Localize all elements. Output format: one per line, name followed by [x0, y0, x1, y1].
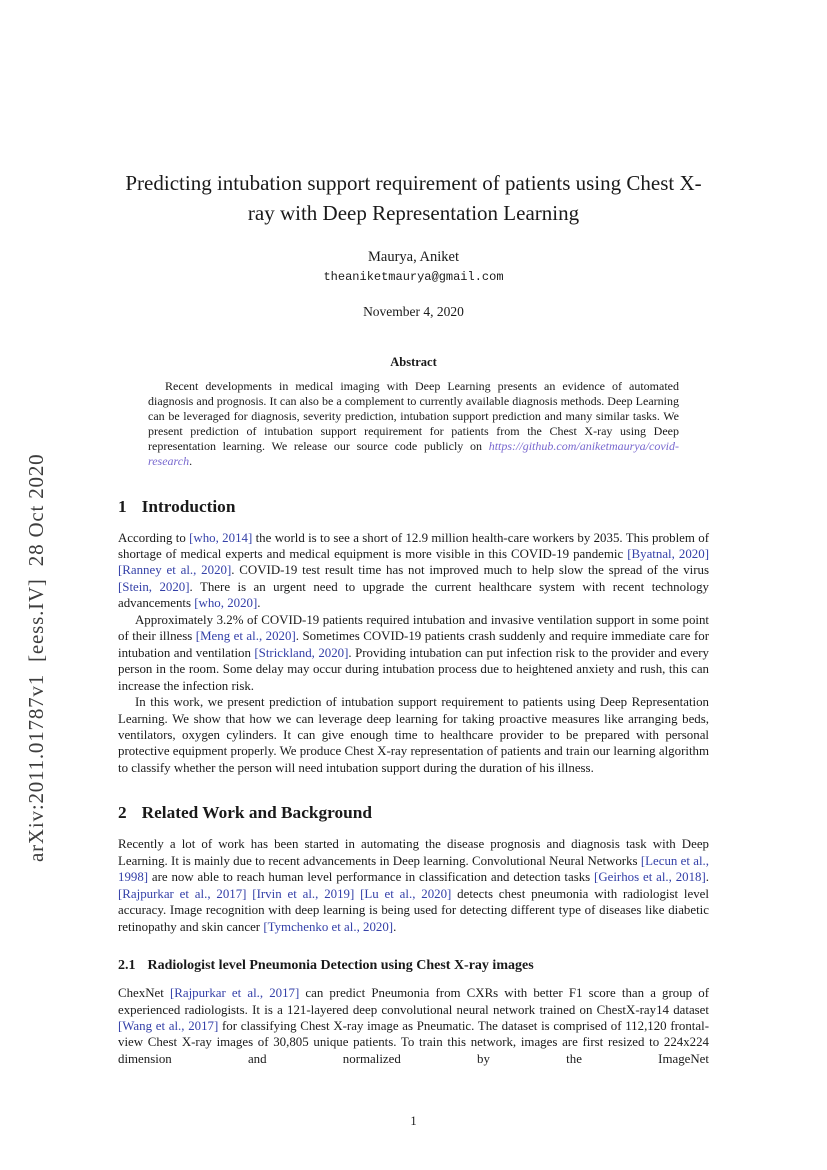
- paragraph: [148, 379, 679, 470]
- citation-link[interactable]: [Geirhos et al., 2018]: [594, 870, 706, 885]
- citation-link[interactable]: [Tymchenko et al., 2020]: [263, 919, 394, 934]
- citation-link[interactable]: [Lecun et al., 1998]: [118, 853, 709, 885]
- paper-title: Predicting intubation support requirement of patients using Chest X-ray with Deep Representation Learning: [125, 171, 702, 225]
- body-text: Approximately 3.2% of COVID-19 patients required intubation and invasive ventilation support in some point of their illness: [118, 612, 709, 644]
- body-text: . Sometimes COVID-19 patients crash suddenly and require immediate care for intubation and ventilation: [118, 629, 709, 660]
- body-text: the world is to see a short of 12.9 million health-care workers by 2035. This problem of shortage of medical experts and medical equipment is more visible in this COVID-19 pandemic: [118, 530, 710, 562]
- body-text: .: [393, 919, 397, 934]
- body-text: ChexNet: [118, 986, 170, 1001]
- author-email: theaniketmaurya@gmail.com: [323, 270, 504, 284]
- paper-date: November 4, 2020: [363, 304, 464, 319]
- citation-link[interactable]: [Byatnal, 2020]: [627, 547, 709, 562]
- page-number: 1: [410, 1114, 417, 1128]
- citation-link[interactable]: [Stein, 2020]: [118, 579, 190, 594]
- citation-link[interactable]: [Ranney et al., 2020]: [118, 563, 232, 578]
- paper-content: [118, 0, 709, 1067]
- body-text: .: [189, 454, 193, 469]
- citation-link[interactable]: [who, 2014]: [189, 530, 253, 545]
- section-title: Related Work and Background: [141, 803, 372, 823]
- citation-link[interactable]: [Wang et al., 2017]: [118, 1018, 219, 1033]
- body-text: . COVID-19 test result time has not improved much to help slow the spread of the virus: [231, 563, 709, 578]
- section-title: Radiologist level Pneumonia Detection using Chest X-ray images: [147, 958, 534, 974]
- abstract-body: [148, 379, 679, 470]
- citation-link[interactable]: [Irvin et al., 2019]: [252, 886, 355, 901]
- paragraph: [118, 612, 709, 694]
- citation-link[interactable]: [Lu et al., 2020]: [360, 886, 452, 901]
- paragraph: [118, 694, 709, 776]
- citation-link[interactable]: [Strickland, 2020]: [254, 645, 349, 660]
- external-link[interactable]: https://github.com/aniketmaurya/covid-research: [148, 439, 679, 469]
- body-text: detects chest pneumonia with radiologist level accuracy. Image recognition with deep learning is being used for detecting different type of diseases like diabetic retinopathy and skin cancer: [118, 886, 709, 934]
- body-text: According to: [118, 530, 190, 545]
- citation-link[interactable]: [Meng et al., 2020]: [195, 629, 296, 644]
- section-number: 1: [118, 496, 127, 516]
- section-number: 2.1: [118, 958, 136, 974]
- body-text: can predict Pneumonia from CXRs with better F1 score than a group of experienced radiologists. It is a 121-layered deep convolutional neural network trained on ChestX-ray14 dataset: [118, 986, 709, 1017]
- citation-link[interactable]: [who, 2020]: [194, 596, 258, 611]
- abstract-heading: Abstract: [390, 355, 437, 369]
- body-text: In this work, we present prediction of intubation support requirement to patients using Deep Representation Learning. We show that how we can leverage deep learning for taking proactive measures like arranging beds, ventilators, oxygen cylinders. It can give enough time to healthcare provider to be prepared with personal protective equipment properly. We produce Chest X-ray representation of patients and train our learning algorithm to classify whether the person will need intubation support during the duration of his illness.: [118, 695, 709, 775]
- citation-link[interactable]: [Rajpurkar et al., 2017]: [169, 986, 300, 1001]
- arxiv-watermark: arXiv:2011.01787v1 [eess.IV] 28 Oct 2020: [24, 453, 48, 862]
- body-text: .: [257, 596, 261, 611]
- section-number: 2: [118, 803, 127, 823]
- body-text: are now able to reach human level performance in classification and detection tasks: [148, 870, 595, 885]
- body-text: Recent developments in medical imaging with Deep Learning presents an evidence of automated diagnosis and prognosis. It can also be a complement to currently available diagnosis methods. Deep Learning can be leveraged for diagnosis, severity prediction, intubation support prediction and many similar tasks. We present prediction of intubation support requirement for patients from the Chest X-ray using Deep representation learning. We release our source code publicly on: [148, 379, 679, 454]
- paragraph: [118, 530, 709, 612]
- section-heading: [118, 802, 709, 823]
- sections-container: [118, 496, 709, 1068]
- paragraph: [118, 836, 709, 935]
- paragraph: [118, 985, 709, 1067]
- section-heading: [118, 496, 709, 517]
- author-name: Maurya, Aniket: [367, 249, 459, 265]
- subsection-heading: [118, 957, 709, 974]
- body-text: . Providing intubation can put infection risk to the provider and every person in the room. Some delay may occur during intubation process due to heightened anxiety and rush, this can increase the infection risk.: [118, 645, 709, 693]
- body-text: for classifying Chest X-ray image as Pneumatic. The dataset is comprised of 112,120 frontal-view Chest X-ray images of 30,805 unique patients. To train this network, images are first resized to 224x224 dimension and normalized by the ImageNet: [118, 1018, 709, 1066]
- body-text: . There is an urgent need to upgrade the current healthcare system with recent technology advancements: [118, 579, 709, 611]
- section-title: Introduction: [141, 496, 236, 516]
- body-text: .: [705, 870, 709, 885]
- body-text: Recently a lot of work has been started in automating the disease prognosis and diagnosis task with Deep Learning. It is mainly due to recent advancements in Deep learning. Convolutional Neural Networks: [118, 837, 709, 868]
- citation-link[interactable]: [Rajpurkar et al., 2017]: [118, 886, 247, 901]
